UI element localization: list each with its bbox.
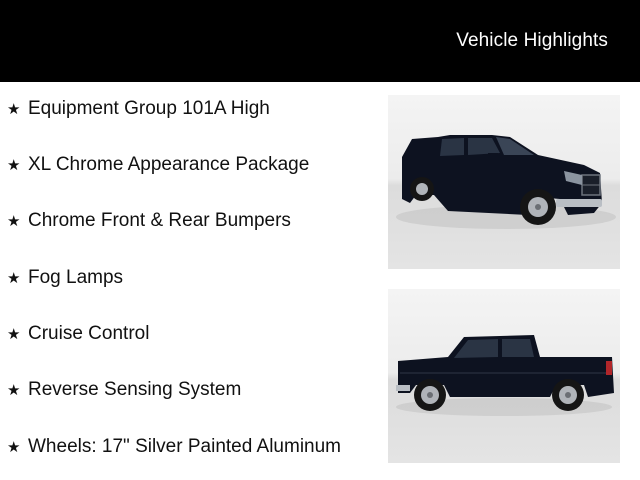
list-item	[0, 208, 380, 236]
list-item	[0, 265, 380, 293]
star-icon: ★	[7, 438, 21, 456]
highlight-label: Reverse Sensing System	[28, 379, 242, 400]
vehicle-photo-side	[388, 289, 620, 463]
list-item	[0, 321, 380, 349]
vehicle-photo-front	[388, 95, 620, 269]
truck-side-illustration	[388, 289, 620, 463]
page-title: Vehicle Highlights	[456, 30, 608, 51]
list-item	[0, 96, 380, 124]
highlight-label: Fog Lamps	[28, 267, 124, 288]
highlight-label: Equipment Group 101A High	[28, 98, 270, 119]
star-icon: ★	[7, 325, 21, 343]
highlight-label: Wheels: 17" Silver Painted Aluminum	[28, 436, 341, 457]
star-icon: ★	[7, 156, 21, 174]
truck-front-illustration	[388, 95, 620, 269]
highlight-label: Chrome Front & Rear Bumpers	[28, 210, 291, 231]
star-icon: ★	[7, 212, 21, 230]
star-icon: ★	[7, 100, 21, 118]
highlight-label: Cruise Control	[28, 323, 150, 344]
list-item	[0, 152, 380, 180]
star-icon: ★	[7, 381, 21, 399]
header-bar	[0, 0, 640, 82]
star-icon: ★	[7, 269, 21, 287]
highlight-label: XL Chrome Appearance Package	[28, 154, 310, 175]
list-item	[0, 377, 380, 405]
list-item	[0, 434, 380, 462]
